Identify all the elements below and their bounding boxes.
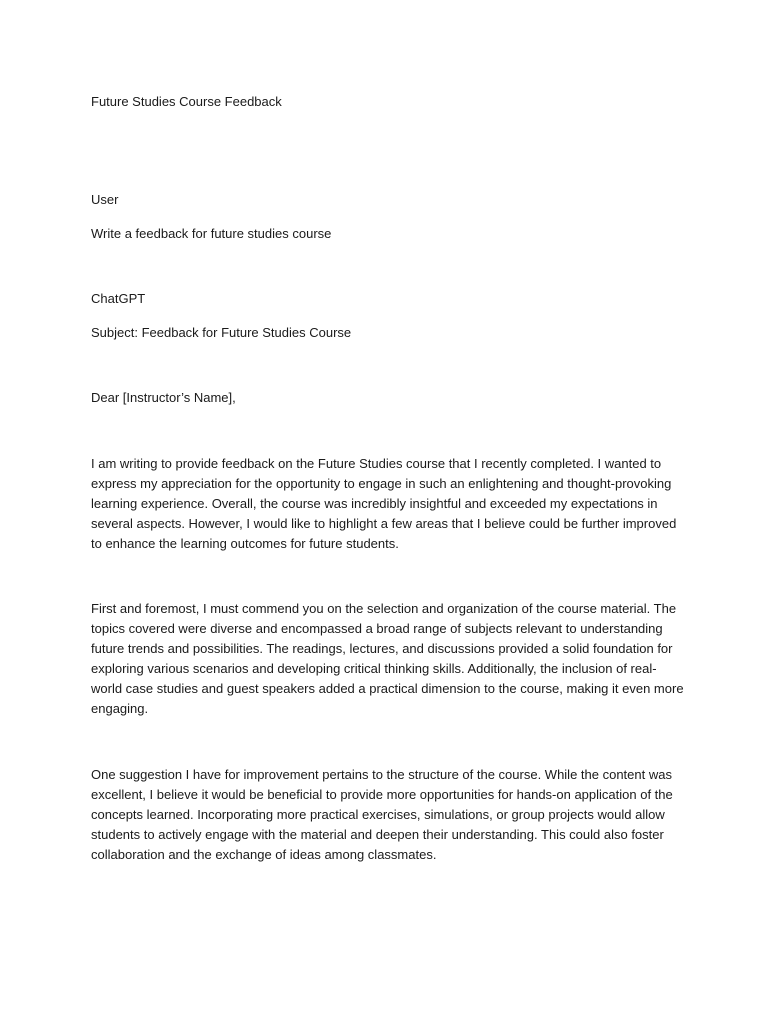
- paragraph-line: engaging.: [91, 701, 149, 716]
- paragraph-line: students to actively engage with the material and deepen their understanding. This could also foster: [91, 827, 664, 842]
- paragraph-line: to enhance the learning outcomes for future students.: [91, 536, 399, 551]
- paragraph-line: collaboration and the exchange of ideas among classmates.: [91, 847, 437, 862]
- paragraph-line: exploring various scenarios and developing critical thinking skills. Additionally, the inclusion of real-: [91, 661, 657, 676]
- paragraph-line: One suggestion I have for improvement pertains to the structure of the course. While the content was: [91, 767, 672, 782]
- assistant-label: ChatGPT: [91, 291, 146, 306]
- paragraph-1: [91, 454, 677, 554]
- paragraph-2: [91, 599, 684, 719]
- paragraph-line: world case studies and guest speakers added a practical dimension to the course, making it even more: [91, 681, 684, 696]
- email-salutation: Dear [Instructor’s Name],: [91, 390, 236, 405]
- document-title: Future Studies Course Feedback: [91, 94, 282, 109]
- paragraph-3: [91, 765, 671, 865]
- paragraph-line: First and foremost, I must commend you on the selection and organization of the course material. The: [91, 601, 677, 616]
- paragraph-line: express my appreciation for the opportunity to engage in such an enlightening and thought-provoking: [91, 476, 672, 491]
- paragraph-line: I am writing to provide feedback on the Future Studies course that I recently completed. I wanted to: [91, 456, 662, 471]
- paragraph-line: concepts learned. Incorporating more practical exercises, simulations, or group projects would allow: [91, 807, 665, 822]
- user-prompt: Write a feedback for future studies course: [91, 226, 332, 241]
- user-label: User: [91, 192, 119, 207]
- paragraph-line: future trends and possibilities. The readings, lectures, and discussions provided a solid foundation for: [91, 641, 673, 656]
- paragraph-line: topics covered were diverse and encompassed a broad range of subjects relevant to understanding: [91, 621, 663, 636]
- paragraph-line: several aspects. However, I would like to highlight a few areas that I believe could be further improved: [91, 516, 677, 531]
- paragraph-line: learning experience. Overall, the course was incredibly insightful and exceeded my expectations in: [91, 496, 658, 511]
- paragraph-line: excellent, I believe it would be beneficial to provide more opportunities for hands-on application of the: [91, 787, 673, 802]
- email-subject: Subject: Feedback for Future Studies Course: [91, 325, 352, 340]
